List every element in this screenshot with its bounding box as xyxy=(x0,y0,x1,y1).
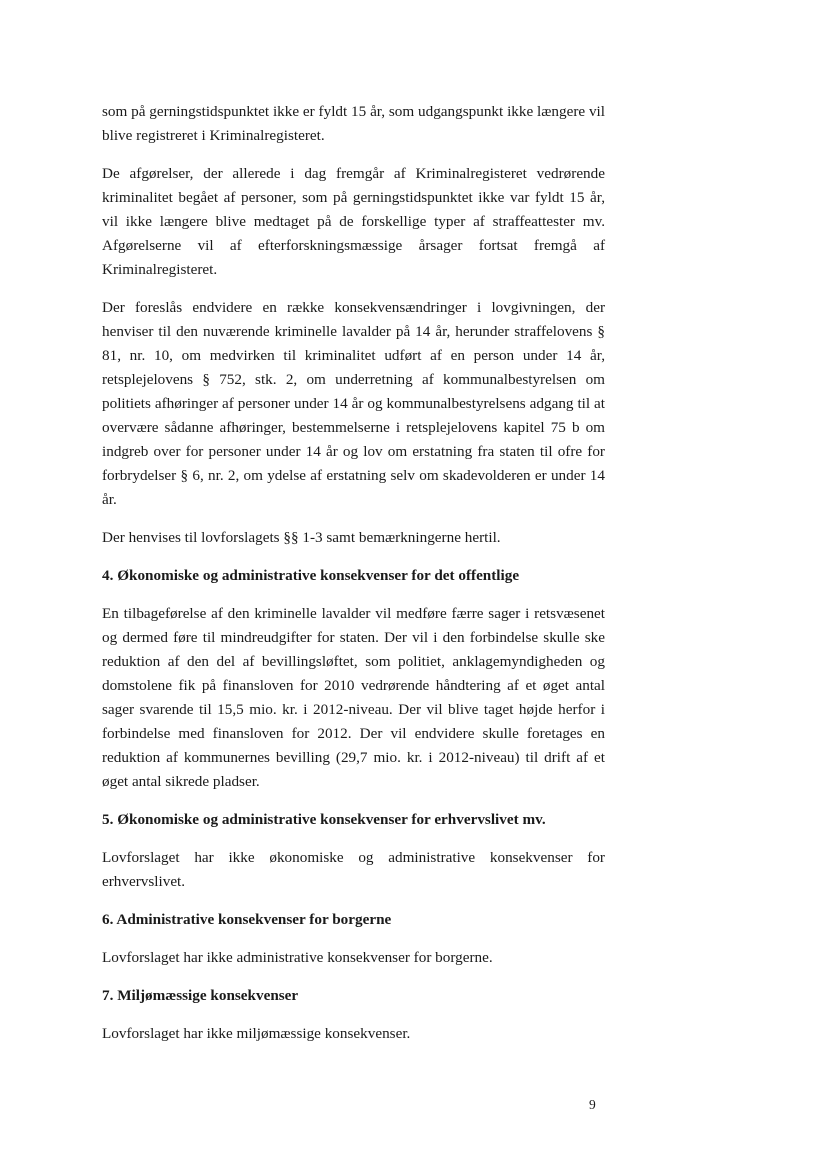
paragraph-consequential-amendments: Der foreslås endvidere en række konsekvensændringer i lovgivningen, der henviser til den nuværende kriminelle lavalder på 14 år, herunder straffelovens § 81, nr. 10, om medvirken til kriminalitet udført af en person under 14 år, retsplejelovens § 752, stk. 2, om underretning af kommunalbestyrelsen om politiets afhøringer af personer under 14 år og kommunalbestyrelsens adgang til at overvære sådanne afhøringer, bestemmelserne i retsplejelovens kapitel 75 b om indgreb over for personer under 14 år og lov om erstatning fra staten til ofre for forbrydelser § 6, nr. 2, om ydelse af erstatning selv om skadevolderen er under 14 år. xyxy=(102,299,605,508)
paragraph-public-consequences: En tilbageførelse af den kriminelle lavalder vil medføre færre sager i retsvæsenet og dermed føre til mindreudgifter for staten. Der vil i den forbindelse skulle ske reduktion af den del af bevillingsløftet, som politiet, anklagemyndigheden og domstolene fik på finansloven for 2010 vedrørende håndtering af et øget antal sager svarende til 15,5 mio. kr. i 2012-niveau. Der vil blive taget højde herfor i forbindelse med finansloven for 2012. Der vil endvidere skulle foretages en reduktion af kommunernes bevilling (29,7 mio. kr. i 2012-niveau) til drift af et øget antal sikrede pladser. xyxy=(102,605,605,790)
page-number: 9 xyxy=(589,1097,596,1112)
paragraph-environmental-consequences: Lovforslaget har ikke miljømæssige konsekvenser. xyxy=(102,1025,411,1042)
section-heading-7: 7. Miljømæssige konsekvenser xyxy=(102,987,299,1004)
paragraph-reference: Der henvises til lovforslagets §§ 1-3 samt bemærkningerne hertil. xyxy=(102,529,501,546)
section-heading-6: 6. Administrative konsekvenser for borgerne xyxy=(102,911,392,928)
paragraph-citizen-consequences: Lovforslaget har ikke administrative konsekvenser for borgerne. xyxy=(102,949,493,966)
paragraph-registry-intro: som på gerningstidspunktet ikke er fyldt 15 år, som udgangspunkt ikke længere vil blive registreret i Kriminalregisteret. xyxy=(102,103,605,144)
paragraph-existing-decisions: De afgørelser, der allerede i dag fremgår af Kriminalregisteret vedrørende kriminalitet begået af personer, som på gerningstidspunktet ikke var fyldt 15 år, vil ikke længere blive medtaget på de forskellige typer af straffeattester mv. Afgørelserne vil af efterforskningsmæssige årsager fortsat fremgå af Kriminalregisteret. xyxy=(102,165,605,278)
section-heading-5: 5. Økonomiske og administrative konsekvenser for erhvervslivet mv. xyxy=(102,811,546,828)
paragraph-business-consequences: Lovforslaget har ikke økonomiske og administrative konsekvenser for erhvervslivet. xyxy=(102,849,605,890)
section-heading-4: 4. Økonomiske og administrative konsekvenser for det offentlige xyxy=(102,567,520,584)
page-body xyxy=(102,100,605,1060)
